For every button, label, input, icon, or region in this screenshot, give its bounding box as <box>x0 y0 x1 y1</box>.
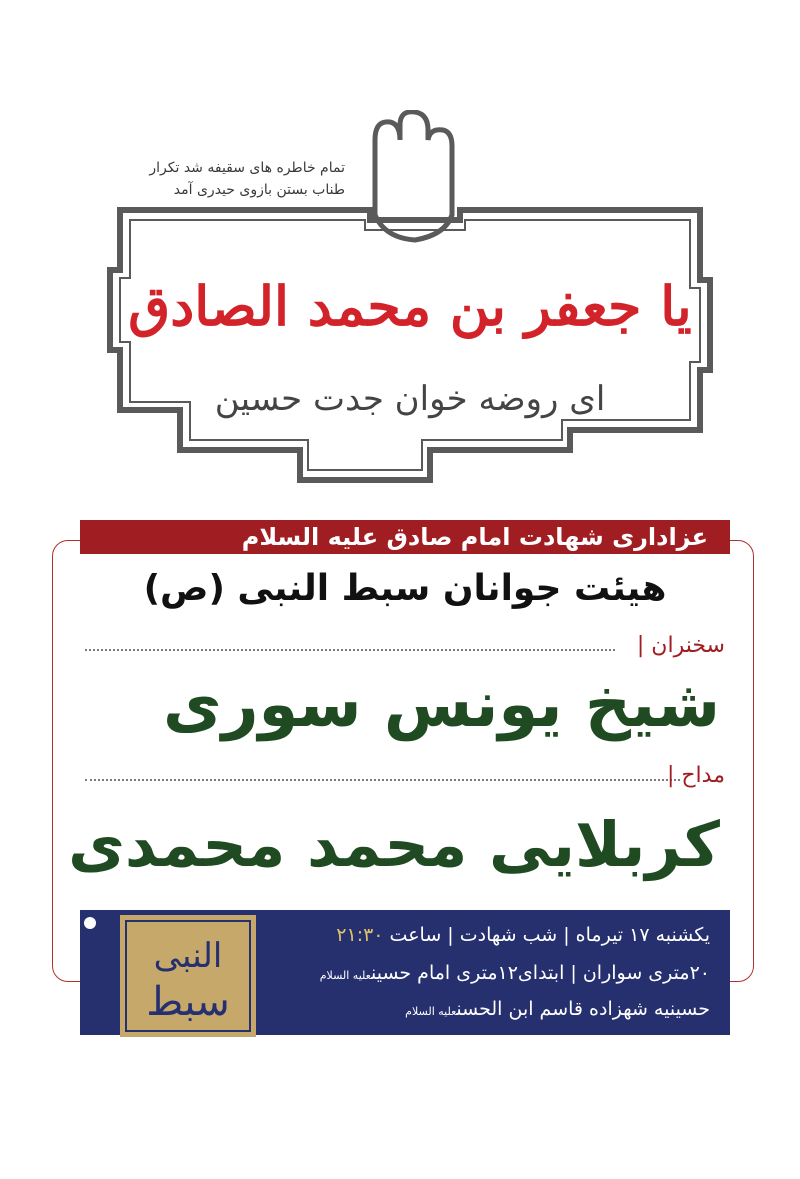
eulogist-role: مداح | <box>666 763 725 788</box>
info-time: ۲۱:۳۰ <box>336 924 384 946</box>
speaker-role: سخنران | <box>636 633 725 658</box>
verse-line-2: طناب بستن بازوی حیدری آمد <box>173 182 345 198</box>
info-address-b: ابتدای۱۲متری امام حسین <box>370 962 565 984</box>
divider-dotted <box>85 779 680 781</box>
logo-text-top: النبی <box>153 936 223 976</box>
verse-line-1: تمام خاطره های سقیفه شد تکرار <box>149 160 345 176</box>
logo <box>120 915 256 1037</box>
info-line-venue <box>270 998 710 1020</box>
calligraphy-name: یا جعفر بن محمد الصادق <box>128 274 692 338</box>
honorific-tag: علیه السلام <box>405 1005 457 1018</box>
info-occasion: شب شهادت <box>459 924 558 946</box>
separator: | <box>557 924 576 946</box>
logo-text-bottom: سبط <box>146 979 230 1025</box>
calligraphy-subtitle: ای روضه خوان جدت حسین <box>214 379 606 419</box>
separator: | <box>441 924 460 946</box>
honorific-tag: علیه السلام <box>319 969 371 982</box>
eulogist-name: کربلایی محمد محمدی <box>68 808 720 881</box>
bullet-dot <box>84 917 96 929</box>
divider-dotted <box>85 649 615 651</box>
organization-name: هیئت جوانان سبط النبی (ص) <box>143 568 667 609</box>
speaker-name: شیخ یونس سوری <box>163 668 720 742</box>
info-line-date <box>270 924 710 946</box>
separator: | <box>564 962 583 984</box>
info-date: یکشنبه ۱۷ تیرماه <box>575 924 710 946</box>
info-line-address <box>270 962 710 984</box>
info-address-a: ۲۰متری سواران <box>582 962 710 984</box>
info-time-label: ساعت <box>383 924 442 946</box>
event-banner: عزاداری شهادت امام صادق علیه السلام <box>80 520 730 554</box>
info-venue: حسینیه شهزاده قاسم ابن الحسن <box>456 998 710 1020</box>
